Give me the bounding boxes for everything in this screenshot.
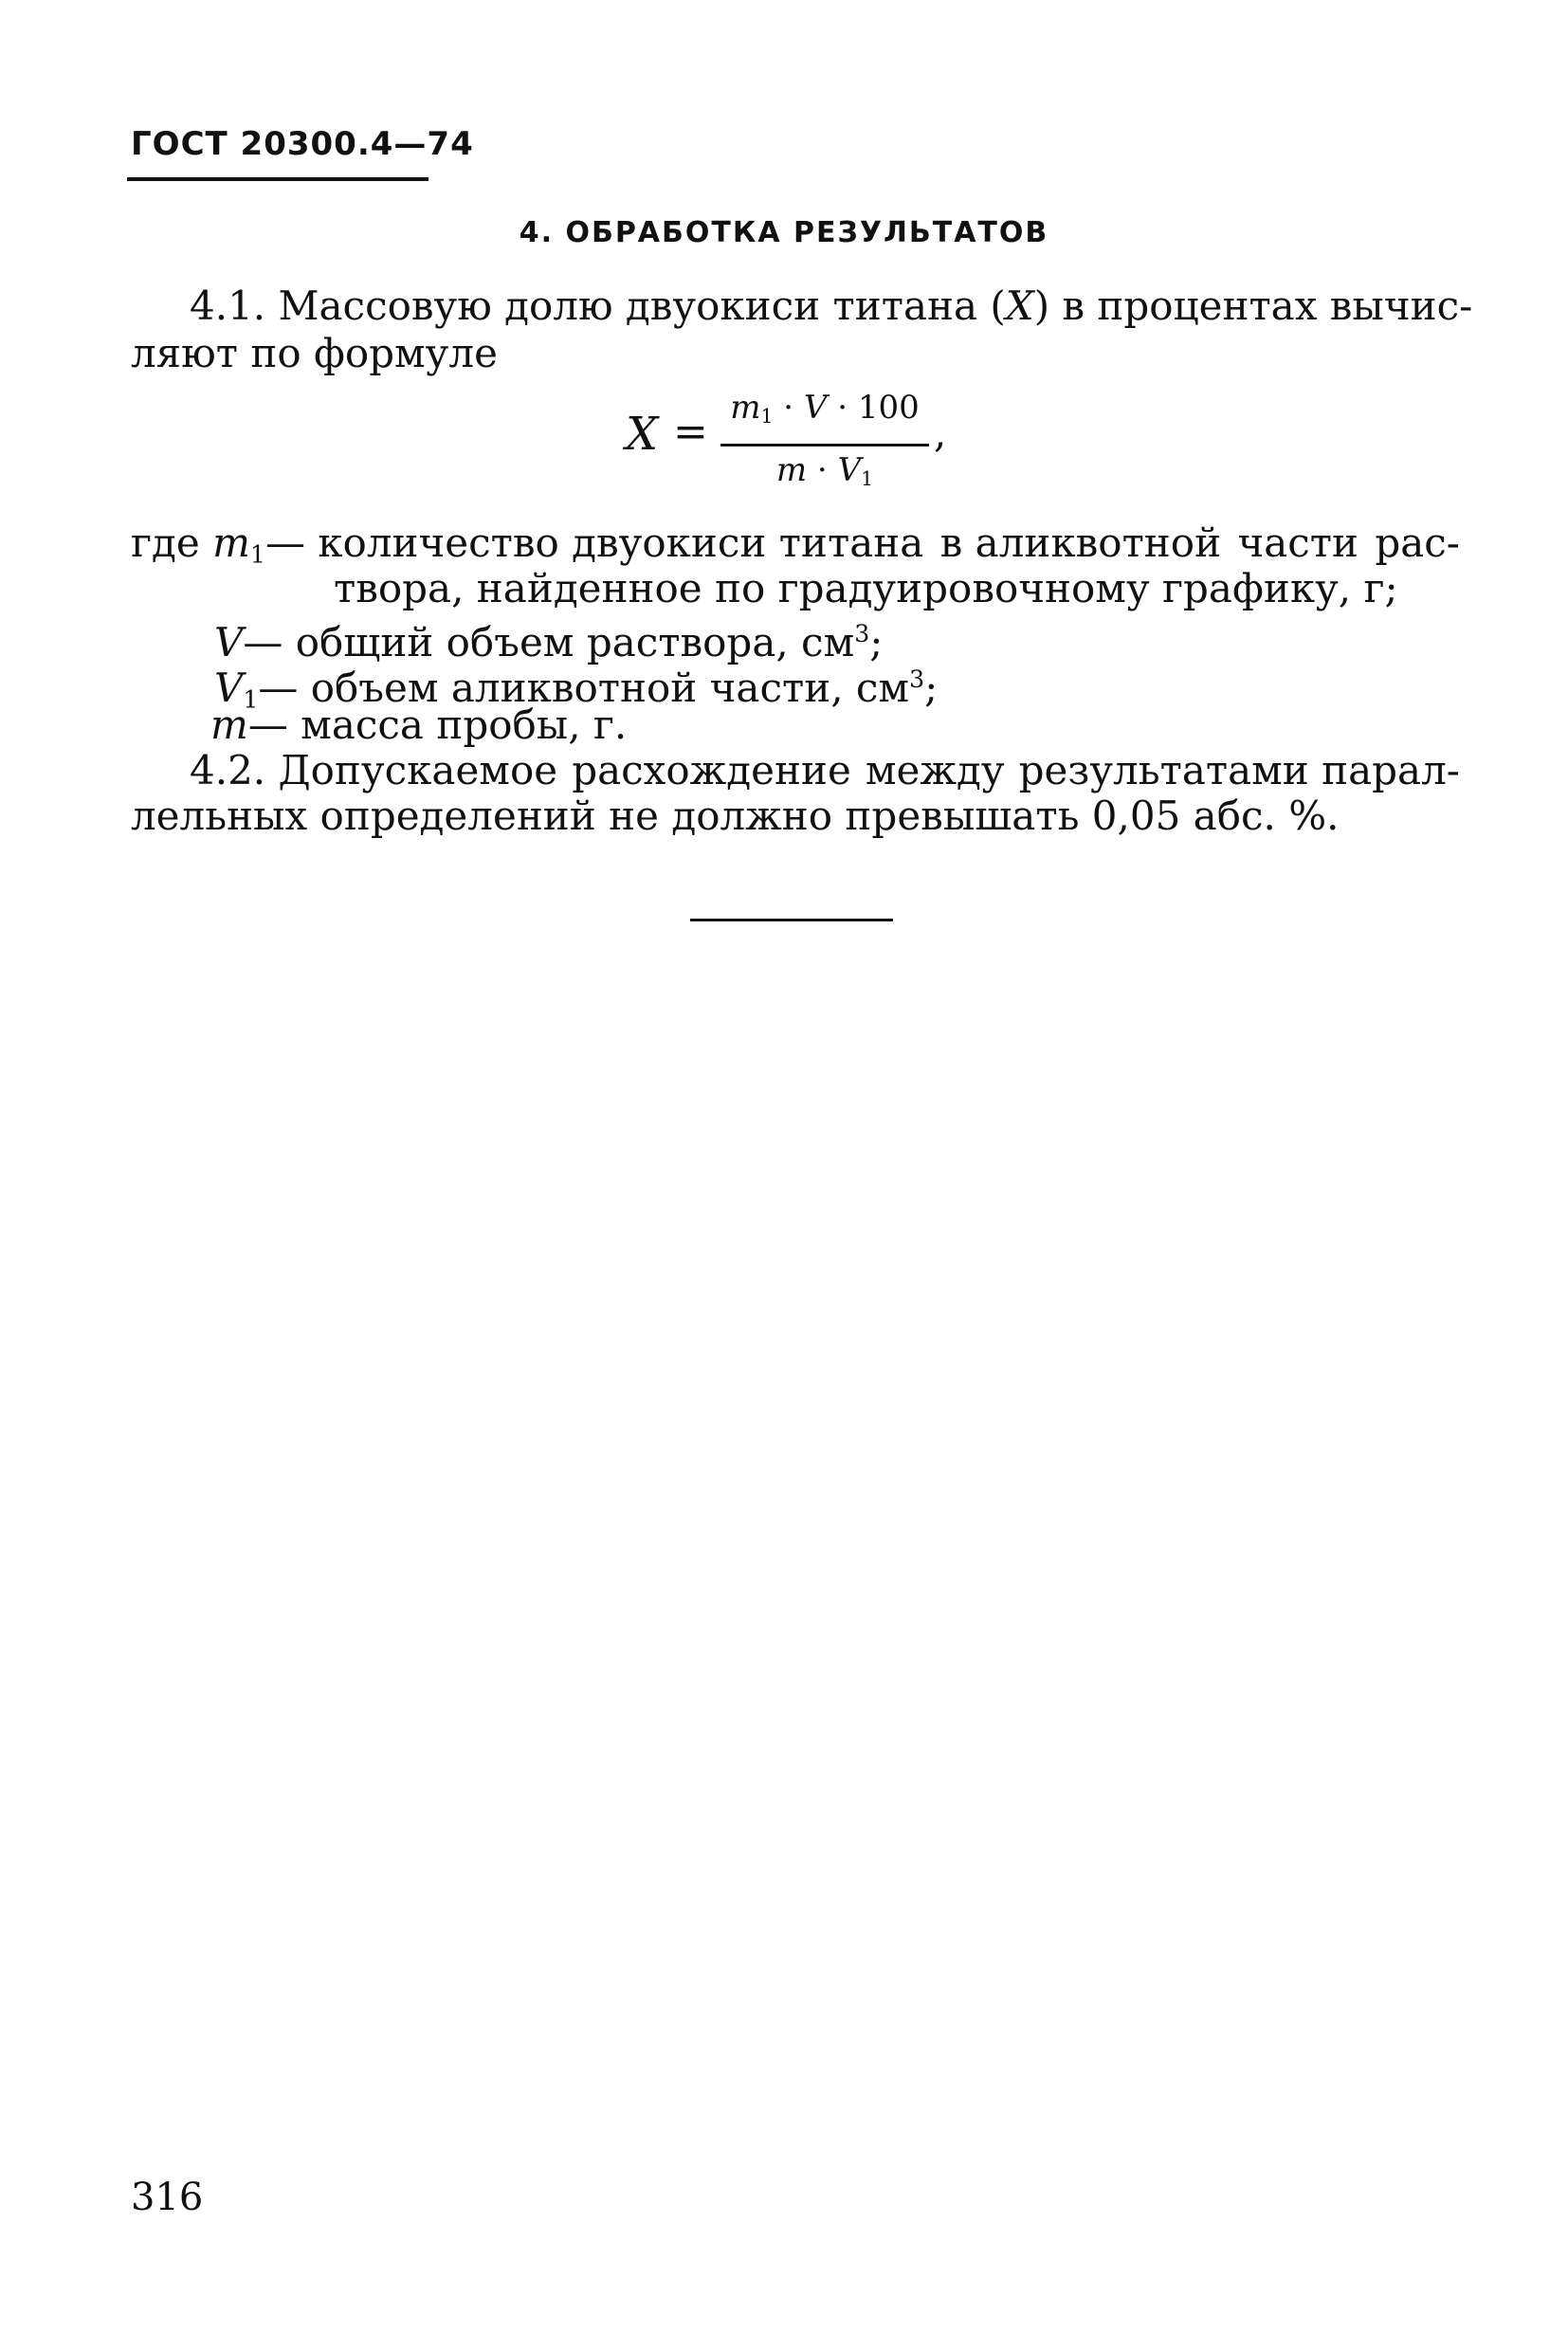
- legend-m-var: m: [210, 702, 248, 748]
- legend-v-var: V: [214, 619, 244, 666]
- legend-m: [210, 702, 627, 749]
- formula-comma: ,: [934, 410, 947, 456]
- p42-w2: расхождение: [572, 747, 851, 793]
- legend-m1-var: m: [212, 519, 250, 566]
- den-dot: ·: [807, 451, 838, 489]
- num-m: m: [730, 389, 761, 427]
- formula-denominator: [720, 451, 929, 490]
- paragraph-4-1-line-2: ляют по формуле: [131, 330, 498, 376]
- formula-lhs: X: [626, 408, 659, 461]
- num-m-sub: 1: [760, 405, 774, 428]
- den-m: m: [775, 451, 808, 489]
- document-code: ГОСТ 20300.4—74: [131, 125, 474, 163]
- fraction-bar: [720, 444, 929, 447]
- legend-m1-w4: рас-: [1375, 519, 1460, 566]
- legend-v1-text: — объем аликвотной части, см: [258, 665, 910, 712]
- section-title: 4. ОБРАБОТКА РЕЗУЛЬТАТОВ: [519, 216, 1049, 249]
- p42-w3: между: [865, 747, 1005, 793]
- p41-text: [190, 282, 1472, 330]
- legend-v1-end: ;: [924, 665, 939, 712]
- header-rule: [127, 177, 428, 181]
- legend-m1-line-2: твора, найденное по градуировочному графику, г;: [334, 565, 1398, 611]
- p41-text-b: ) в процентах вычис-: [1033, 282, 1473, 329]
- p41-text-a: 4.1. Массовую долю двуокиси титана (: [190, 282, 1006, 329]
- paragraph-4-2-line-1: [190, 747, 1460, 794]
- num-dot: ·: [773, 389, 804, 427]
- paragraph-4-1-line-1: [190, 282, 1473, 330]
- formula-numerator: [720, 389, 929, 428]
- num-v: V: [803, 389, 828, 427]
- p42-w1: 4.2. Допускаемое: [190, 747, 558, 793]
- legend-v-text: — общий объем раствора, см: [243, 619, 855, 666]
- legend-v1-sub: 1: [243, 685, 259, 714]
- legend-m1-w3: части: [1237, 519, 1358, 566]
- legend-m1-sub: 1: [249, 540, 265, 569]
- num-rest: · 100: [827, 389, 920, 427]
- paragraph-4-2-line-2: лельных определений не должно превышать 0,05 абс. %.: [131, 793, 1340, 839]
- legend-v-sup: 3: [854, 620, 870, 647]
- den-v: V: [837, 451, 862, 489]
- legend-where: где: [131, 519, 213, 566]
- legend-m1-w2: в аликвотной: [939, 519, 1222, 566]
- legend-v1-var: V: [214, 665, 244, 712]
- legend-m1-w1: — количество двуокиси титана: [264, 519, 924, 566]
- end-rule: [690, 919, 893, 921]
- legend-m-text: — масса пробы, г.: [247, 702, 628, 748]
- p41-var-x: X: [1005, 282, 1034, 329]
- page-number: 316: [131, 2176, 204, 2219]
- den-v-sub: 1: [861, 467, 874, 491]
- p42-w4: результатами парал-: [1018, 747, 1460, 793]
- legend-v-end: ;: [869, 619, 884, 666]
- legend-v1-sup: 3: [909, 665, 925, 693]
- formula-equals: =: [673, 408, 708, 456]
- formula: [626, 389, 967, 493]
